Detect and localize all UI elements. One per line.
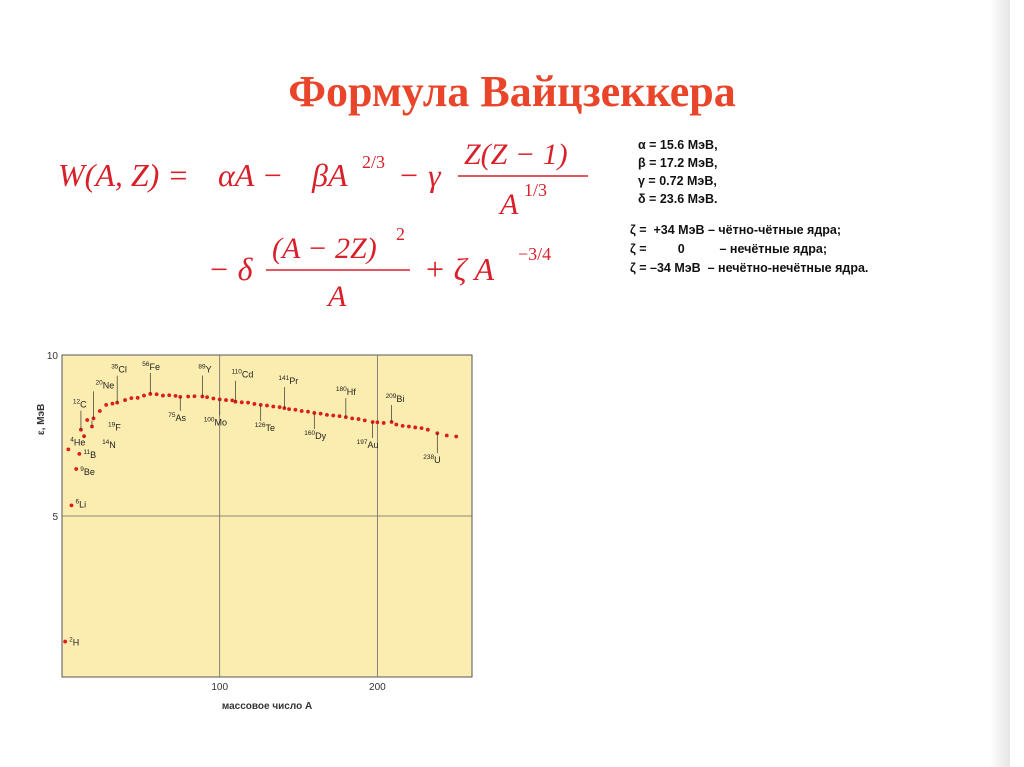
data-point <box>136 396 140 400</box>
data-point <box>123 398 127 402</box>
formula-coulomb-numerator: Z(Z − 1) <box>464 138 568 171</box>
data-point <box>224 398 228 402</box>
isotope-label: $^{89}$Y <box>198 363 212 375</box>
data-point <box>454 435 458 439</box>
data-point <box>240 400 244 404</box>
formula-term-pairing: + ζ A <box>424 251 495 287</box>
formula-term-surface-exp: 2/3 <box>362 152 386 172</box>
formula-term-pairing-exp: −3/4 <box>518 244 552 264</box>
param-beta: β = 17.2 МэВ, <box>638 156 718 170</box>
formula-term-volume: αA − <box>218 157 284 193</box>
y-axis-label: ε, МэВ <box>36 403 47 436</box>
y-tick-label: 10 <box>46 351 58 362</box>
data-point <box>319 412 323 416</box>
isotope-label: $^{209}$Bi <box>385 392 405 404</box>
isotope-label: $^2$H <box>69 636 80 648</box>
data-point <box>246 401 250 405</box>
data-point <box>167 393 171 397</box>
isotope-label: $^{56}$Fe <box>142 360 161 372</box>
formula-asymmetry-numerator: (A − 2Z) <box>272 232 377 265</box>
isotope-label: $^{11}$B <box>83 448 97 460</box>
data-point <box>300 409 304 413</box>
y-tick-label: 5 <box>52 512 58 523</box>
isotope-label: $^{19}$F <box>107 421 121 433</box>
param-delta: δ = 23.6 МэВ. <box>638 192 718 206</box>
data-point <box>426 428 430 432</box>
data-point <box>363 418 367 422</box>
data-point <box>413 426 417 430</box>
isotope-label: $^{14}$N <box>102 439 116 451</box>
x-tick-label: 100 <box>211 682 229 693</box>
isotope-label: $^{197}$Au <box>356 438 379 450</box>
data-point <box>420 426 424 430</box>
isotope-label: $^{141}$Pr <box>278 375 299 387</box>
formula-coulomb-denominator: A <box>500 188 519 221</box>
binding-energy-chart <box>30 335 480 715</box>
data-point <box>155 392 159 396</box>
x-tick-label: 200 <box>369 682 386 693</box>
data-point <box>375 420 379 424</box>
data-point <box>174 394 178 398</box>
formula-coulomb-den-exp: 1/3 <box>524 180 548 200</box>
data-point <box>142 394 146 398</box>
isotope-label: $^{100}$Mo <box>203 416 228 428</box>
data-point <box>129 396 133 400</box>
data-point <box>350 417 354 421</box>
data-point <box>338 414 342 418</box>
data-point <box>265 404 269 408</box>
data-point <box>331 414 335 418</box>
data-point <box>293 408 297 412</box>
data-point <box>394 423 398 427</box>
formula-asymmetry-denominator: A <box>328 280 347 313</box>
data-point <box>186 395 190 399</box>
data-point <box>74 467 78 471</box>
isotope-label: $^{126}$Te <box>254 421 276 433</box>
formula-term-surface-base: βA <box>312 157 348 193</box>
data-point <box>287 407 291 411</box>
data-point <box>445 434 449 438</box>
data-point <box>85 418 89 422</box>
isotope-label: $^6$Li <box>75 498 87 510</box>
isotope-label: $^{20}$Ne <box>95 379 115 391</box>
data-point <box>325 413 329 417</box>
data-point <box>161 394 165 398</box>
data-point <box>252 402 256 406</box>
data-point <box>211 397 215 401</box>
isotope-label: $^{238}$U <box>423 454 441 466</box>
data-point <box>306 410 310 414</box>
isotope-label: $^{35}$Cl <box>111 363 127 375</box>
isotope-label: $^{12}$C <box>72 398 87 410</box>
data-point <box>278 405 282 409</box>
data-point <box>104 403 108 407</box>
zeta-odd: ζ = 0 – нечётные ядра; <box>630 242 828 256</box>
x-axis-label: массовое число А <box>221 701 313 712</box>
formula-minus: − <box>400 157 419 193</box>
formula-term-asymmetry-coef: − δ <box>208 251 253 287</box>
data-point <box>70 503 74 507</box>
slide-title: Формула Вайцзеккера <box>288 67 736 116</box>
isotope-label: $^{180}$Hf <box>335 386 356 398</box>
data-point <box>66 447 70 451</box>
data-point <box>407 425 411 429</box>
isotope-label: $^9$Be <box>80 465 95 477</box>
data-point <box>205 395 209 399</box>
formula-lhs: W(A, Z) = <box>58 157 189 193</box>
formula-term-coulomb-coef: γ <box>428 157 441 193</box>
data-point <box>63 640 67 644</box>
param-gamma: γ = 0.72 МэВ, <box>638 174 717 188</box>
zeta-even-even: ζ = +34 МэВ – чётно-чётные ядра; <box>630 223 842 237</box>
data-point <box>98 409 102 413</box>
data-point <box>111 402 115 406</box>
weizsacker-formula <box>40 128 610 328</box>
data-point <box>382 421 386 425</box>
zeta-odd-odd: ζ = –34 МэВ – нечётно-нечётные ядра. <box>630 261 869 275</box>
isotope-label: $^4$He <box>70 436 86 448</box>
formula-asymmetry-num-exp: 2 <box>396 224 405 244</box>
binding-energy-plot <box>30 335 480 715</box>
isotope-label: $^{160}$Dy <box>304 429 327 441</box>
isotope-label: $^{110}$Cd <box>231 368 254 380</box>
param-alpha: α = 15.6 МэВ, <box>638 138 718 152</box>
data-point <box>401 424 405 428</box>
isotope-label: $^{75}$As <box>168 411 187 423</box>
data-point <box>271 405 275 409</box>
data-point <box>77 452 81 456</box>
data-point <box>193 394 197 398</box>
data-point <box>357 417 361 421</box>
